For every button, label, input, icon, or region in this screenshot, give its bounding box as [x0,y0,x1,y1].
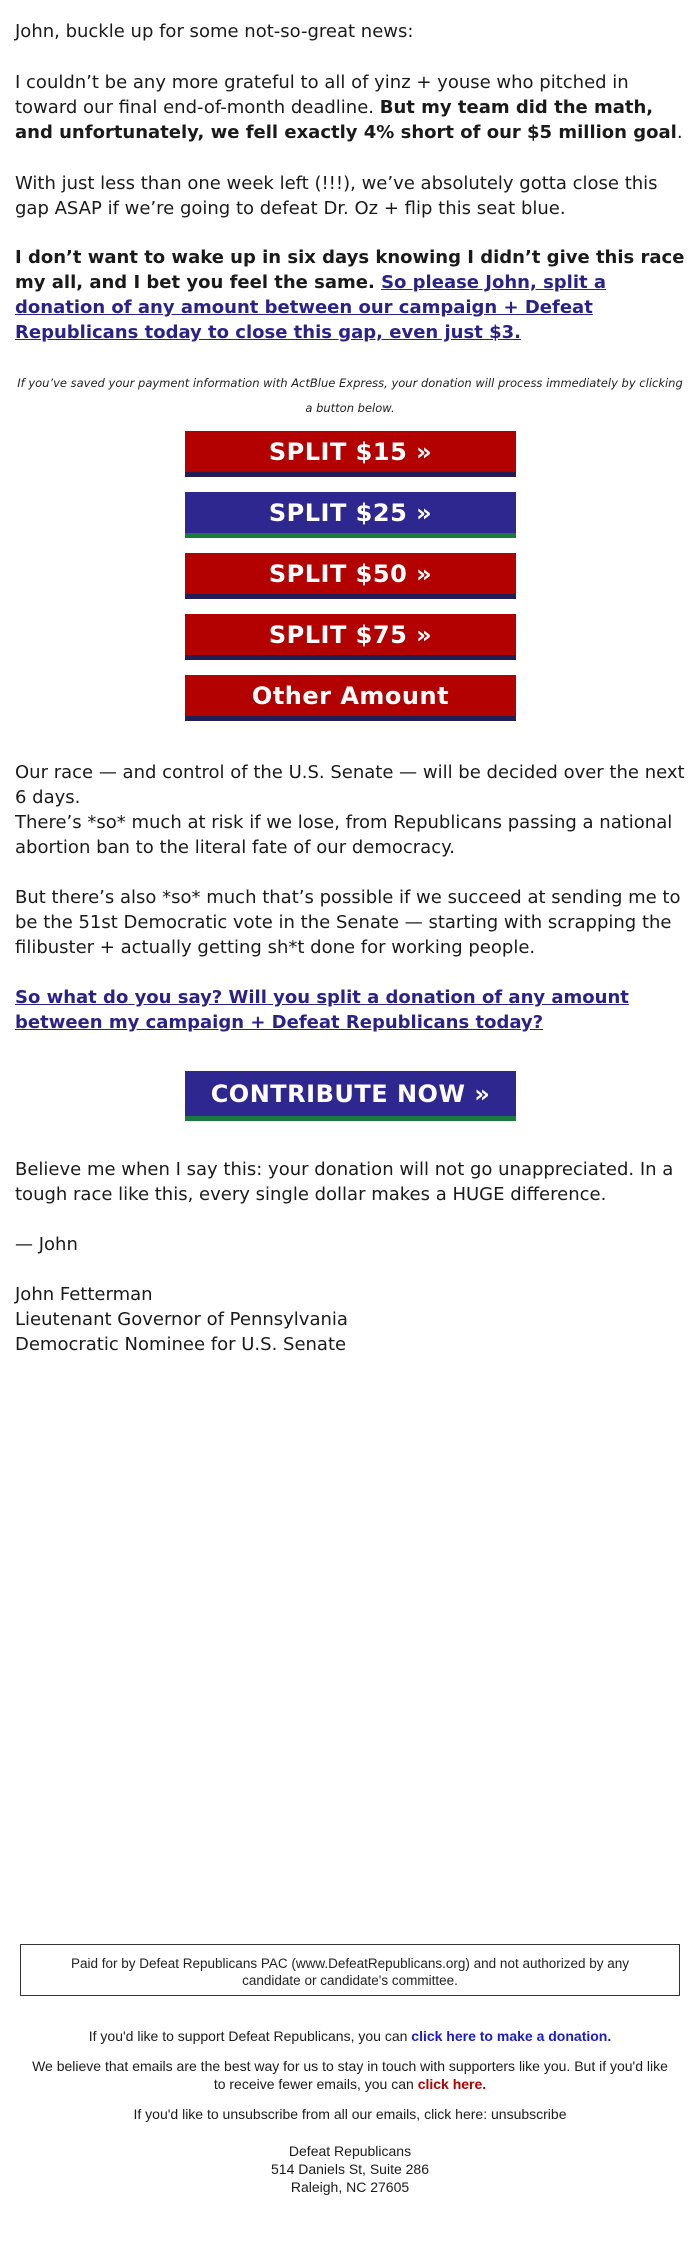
address-city: Raleigh, NC 27605 [290,2179,410,2195]
contribute-now-button[interactable]: CONTRIBUTE NOW » [185,1071,516,1121]
split-25-button[interactable]: SPLIT $25 » [185,492,516,538]
unsubscribe-link[interactable]: unsubscribe [491,2106,567,2122]
paid-for-disclaimer: Paid for by Defeat Republicans PAC (www.DefeatRepublicans.org) and not authorized by any candidate or candidate's committee. [20,1944,680,1996]
unsubscribe-line [20,2105,680,2123]
paragraph-ask [15,985,685,1035]
support-text: If you'd like to support Defeat Republicans, you can [88,2028,412,2044]
paragraph-grateful [15,70,685,145]
paragraph-senate-race: Our race — and control of the U.S. Senate — will be decided over the next 6 days. [15,762,685,808]
split-50-button[interactable]: SPLIT $50 » [185,553,516,599]
signoff: — John [15,1234,78,1255]
paragraph-appreciated: Believe me when I say this: your donation will not go unappreciated. In a tough race like this, every single dollar makes a HUGE difference. [15,1159,674,1205]
signature-title-2: Democratic Nominee for U.S. Senate [15,1334,347,1355]
fewer-emails-text: We believe that emails are the best way for us to stay in touch with supporters like you. But if you'd like to receive fewer emails, you can [32,2058,668,2092]
paragraph-at-risk: There’s *so* much at risk if we lose, from Republicans passing a national abortion ban to the literal fate of our democracy. [15,812,673,858]
fewer-emails-line [20,2057,680,2093]
fewer-emails-link[interactable]: click here. [417,2076,487,2092]
paragraph-six-days [15,245,685,345]
unsubscribe-text: If you'd like to unsubscribe from all our emails, click here: [133,2106,491,2122]
paragraph-grateful-text: I couldn’t be any more grateful to all of yinz + youse who pitched in toward our final end-of-month deadline. [15,72,629,118]
address-org: Defeat Republicans [288,2143,412,2159]
address-street: 514 Daniels St, Suite 286 [271,2161,429,2177]
signature-title-1: Lieutenant Governor of Pennsylvania [15,1309,348,1330]
split-75-button[interactable]: SPLIT $75 » [185,614,516,660]
signature-name: John Fetterman [15,1284,153,1305]
other-amount-button[interactable]: Other Amount [185,675,516,721]
greeting: John, buckle up for some not-so-great news: [15,21,414,42]
paragraph-grateful-end: . [676,122,683,143]
paragraph-six-days-bold: I don’t want to wake up in six days knowing I didn’t give this race my all, and I bet you feel the same. [15,247,685,293]
support-line [20,2027,680,2045]
actblue-note: If you’ve saved your payment information with ActBlue Express, your donation will process immediately by clicking a button below. [17,376,683,415]
paragraph-possible: But there’s also *so* much that’s possible if we succeed at sending me to be the 51st Democratic vote in the Senate — starting with scrapping the filibuster + actually getting sh*t done for working people. [15,887,681,958]
split-15-button[interactable]: SPLIT $15 » [185,431,516,477]
split-donation-ask-link[interactable]: So what do you say? Will you split a donation of any amount between my campaign + Defeat Republicans today? [15,987,629,1033]
make-donation-link[interactable]: click here to make a donation. [411,2028,612,2044]
split-donation-link[interactable]: So please John, split a donation of any amount between our campaign + Defeat Republicans today to close this gap, even just $3. [15,272,607,343]
paragraph-grateful-bold: But my team did the math, and unfortunately, we fell exactly 4% short of our $5 million goal [15,97,677,143]
paragraph-one-week: With just less than one week left (!!!), we’ve absolutely gotta close this gap ASAP if we’re going to defeat Dr. Oz + flip this seat blue. [15,173,658,219]
